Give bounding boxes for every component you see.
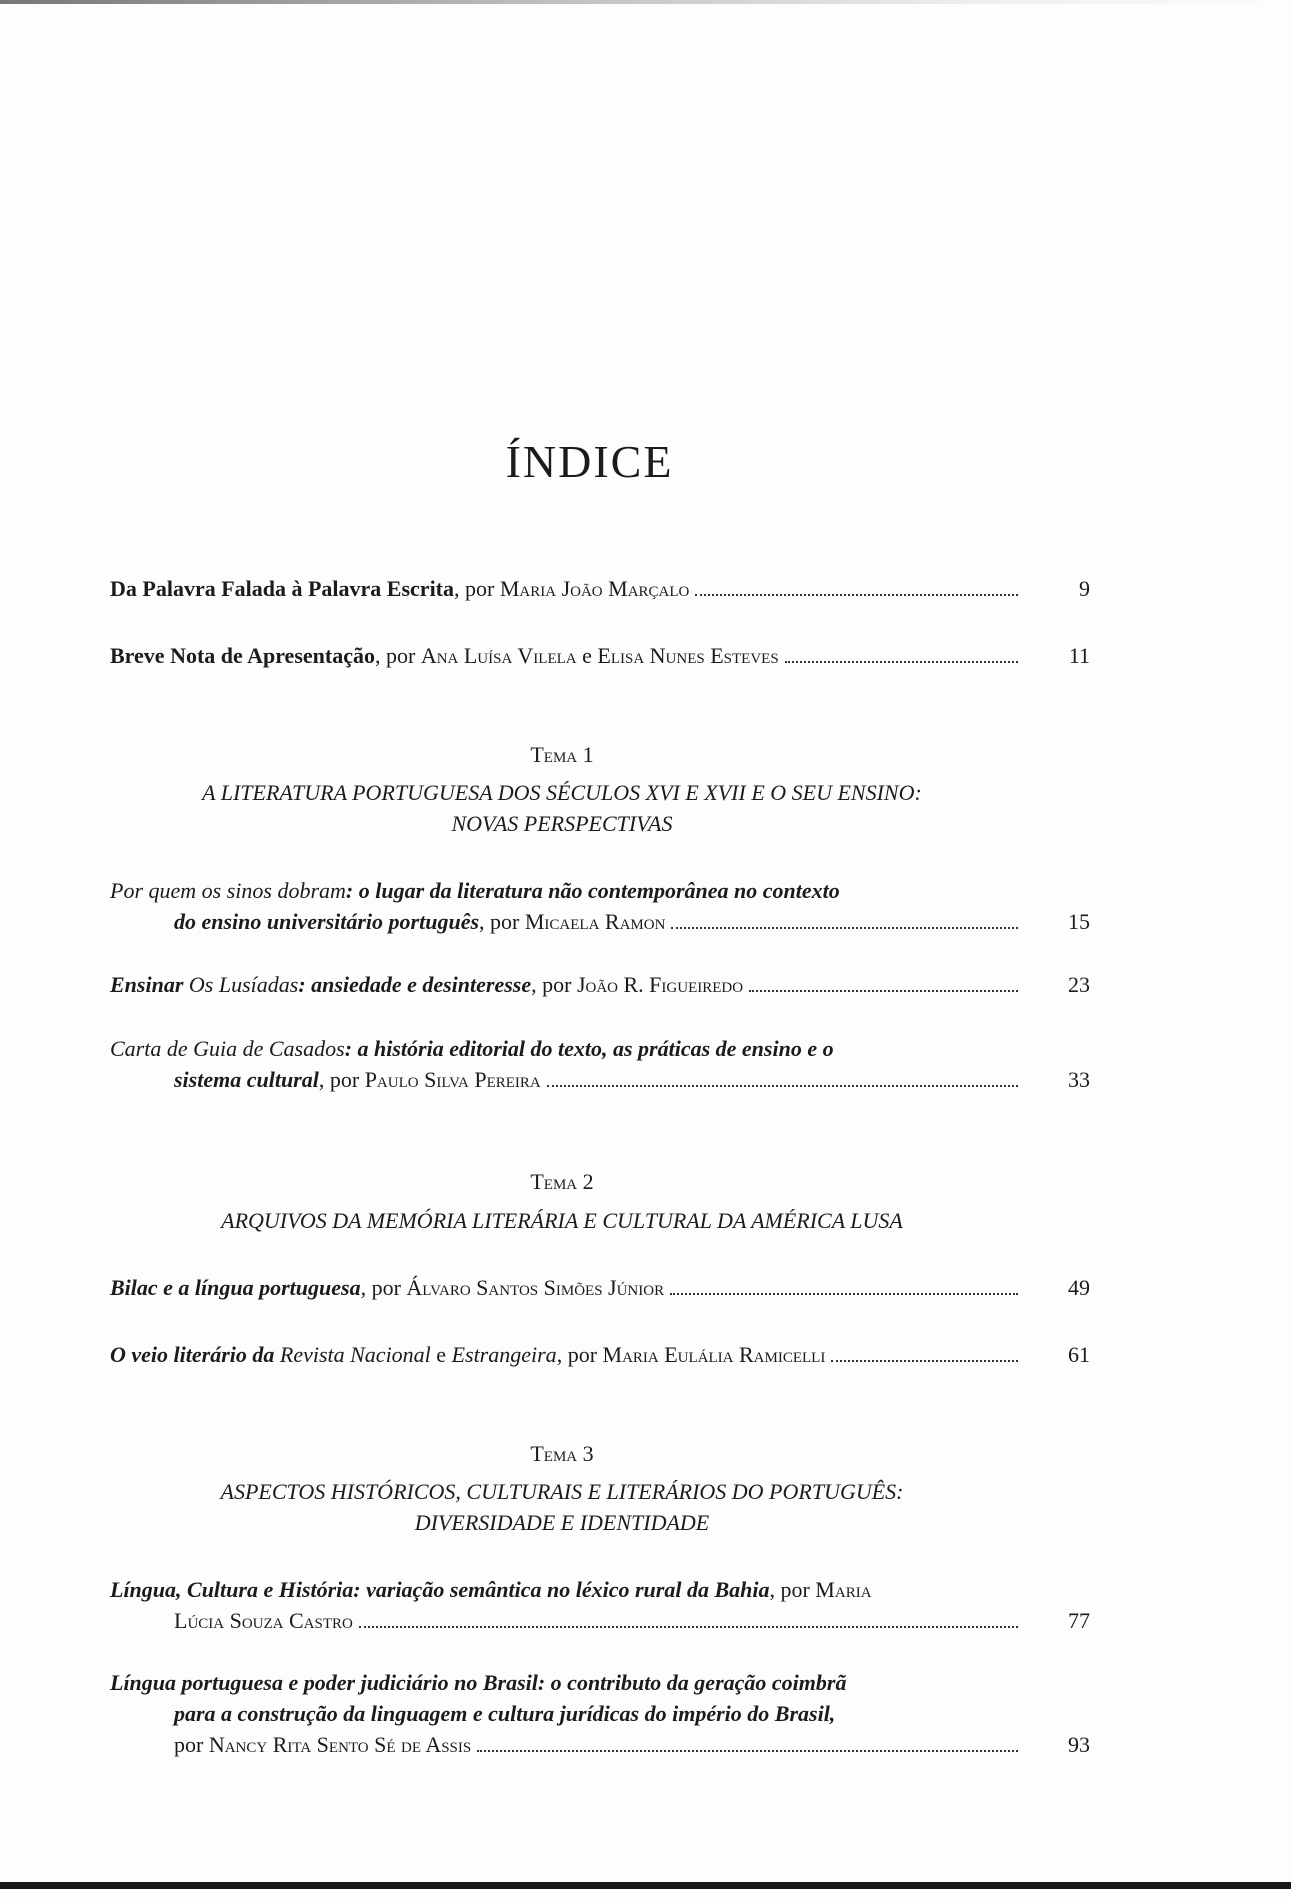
entry-title: Língua, Cultura e História: variação semântica no léxico rural da Bahia — [110, 1577, 770, 1602]
entry-title: Língua portuguesa e poder judiciário no Brasil: o contributo da geração coimbrã — [110, 1670, 847, 1695]
entry-title: Ensinar — [110, 972, 189, 997]
entry-connector: e — [430, 1342, 452, 1367]
entry-author: Ana Luísa Vilela — [420, 643, 577, 668]
section-title: ASPECTOS HISTÓRICOS, CULTURAIS E LITERÁRIOS DO PORTUGUÊS: — [220, 1479, 904, 1504]
toc-entry — [110, 969, 1090, 1000]
page-title: ÍNDICE — [505, 436, 674, 487]
section-label: Tema 3 — [530, 1441, 594, 1466]
entry-connector: , por — [318, 1067, 365, 1092]
entry-connector: e — [576, 643, 598, 668]
leader-dots — [477, 1750, 1018, 1752]
page-number: 23 — [1068, 972, 1090, 997]
entry-author: Nancy Rita Sento Sé de Assis — [208, 1732, 472, 1757]
toc-entry — [110, 875, 1090, 937]
leader-dots — [695, 594, 1018, 596]
toc-entry — [110, 1339, 1090, 1370]
scan-bottom-edge — [0, 1882, 1291, 1889]
scan-top-edge — [0, 0, 1291, 4]
leader-dots — [547, 1085, 1018, 1087]
entry-title: para a construção da linguagem e cultura jurídicas do império do Brasil, — [174, 1701, 836, 1726]
page-number: 49 — [1068, 1275, 1090, 1300]
leader-dots — [671, 927, 1018, 929]
section-title: ARQUIVOS DA MEMÓRIA LITERÁRIA E CULTURAL DA AMÉRICA LUSA — [221, 1208, 903, 1233]
entry-title: Os Lusíadas — [188, 972, 299, 997]
entry-title: Por quem os sinos dobram — [110, 878, 346, 903]
leader-dots — [359, 1626, 1018, 1628]
leader-dots — [785, 661, 1018, 663]
entry-author: João R. Figueiredo — [576, 972, 744, 997]
page-number: 11 — [1068, 643, 1090, 668]
page-number: 15 — [1068, 909, 1090, 934]
page-number: 9 — [1079, 576, 1090, 601]
entry-author: Lúcia Souza Castro — [174, 1608, 353, 1633]
toc-entry — [110, 640, 1090, 671]
toc-entry — [110, 1272, 1090, 1303]
entry-title: Revista Nacional — [279, 1342, 431, 1367]
entry-title: O veio literário da — [110, 1342, 280, 1367]
toc-entry — [110, 1033, 1090, 1095]
leader-dots — [749, 990, 1018, 992]
section-label: Tema 2 — [530, 1169, 594, 1194]
section-title: A LITERATURA PORTUGUESA DOS SÉCULOS XVI E XVII E O SEU ENSINO: — [202, 780, 922, 805]
entry-connector: , por — [531, 972, 577, 997]
entry-author: Paulo Silva Pereira — [364, 1067, 541, 1092]
section-title: DIVERSIDADE E IDENTIDADE — [414, 1510, 710, 1535]
entry-title: Estrangeira — [451, 1342, 557, 1367]
page-number: 77 — [1068, 1608, 1090, 1633]
entry-title: : o lugar da literatura não contemporânea no contexto — [345, 878, 840, 903]
entry-connector: , por — [360, 1275, 407, 1300]
entry-author: Maria João Marçalo — [499, 576, 690, 601]
entry-author: Maria Eulália Ramicelli — [602, 1342, 826, 1367]
entry-connector: , por — [454, 576, 500, 601]
entry-connector: , por — [769, 1577, 816, 1602]
section-title: NOVAS PERSPECTIVAS — [451, 811, 673, 836]
leader-dots — [831, 1360, 1018, 1362]
entry-title: : ansiedade e desinteresse — [298, 972, 532, 997]
entry-title: Breve Nota de Apresentação — [110, 643, 375, 668]
page-number: 33 — [1068, 1067, 1090, 1092]
toc-entry — [110, 1667, 1090, 1760]
entry-title: Bilac e a língua portuguesa — [110, 1275, 361, 1300]
entry-connector: por — [174, 1732, 209, 1757]
entry-title: Da Palavra Falada à Palavra Escrita — [110, 576, 455, 601]
entry-author: Álvaro Santos Simões Júnior — [406, 1275, 665, 1300]
toc-entry — [110, 573, 1090, 604]
entry-author: Elisa Nunes Esteves — [597, 643, 779, 668]
entry-connector: , por — [374, 643, 421, 668]
entry-title: sistema cultural — [174, 1067, 319, 1092]
entry-author: Maria — [815, 1577, 872, 1602]
entry-author: Micaela Ramon — [524, 909, 666, 934]
page-number: 93 — [1068, 1732, 1090, 1757]
entry-title: : a história editorial do texto, as práticas de ensino e o — [344, 1036, 834, 1061]
toc-entry — [110, 1574, 1090, 1636]
page-number: 61 — [1068, 1342, 1090, 1367]
entry-title: Carta de Guia de Casados — [110, 1036, 345, 1061]
entry-title: do ensino universitário português — [174, 909, 480, 934]
leader-dots — [670, 1293, 1018, 1295]
entry-connector: , por — [479, 909, 525, 934]
entry-connector: , por — [556, 1342, 603, 1367]
section-label: Tema 1 — [530, 742, 594, 767]
